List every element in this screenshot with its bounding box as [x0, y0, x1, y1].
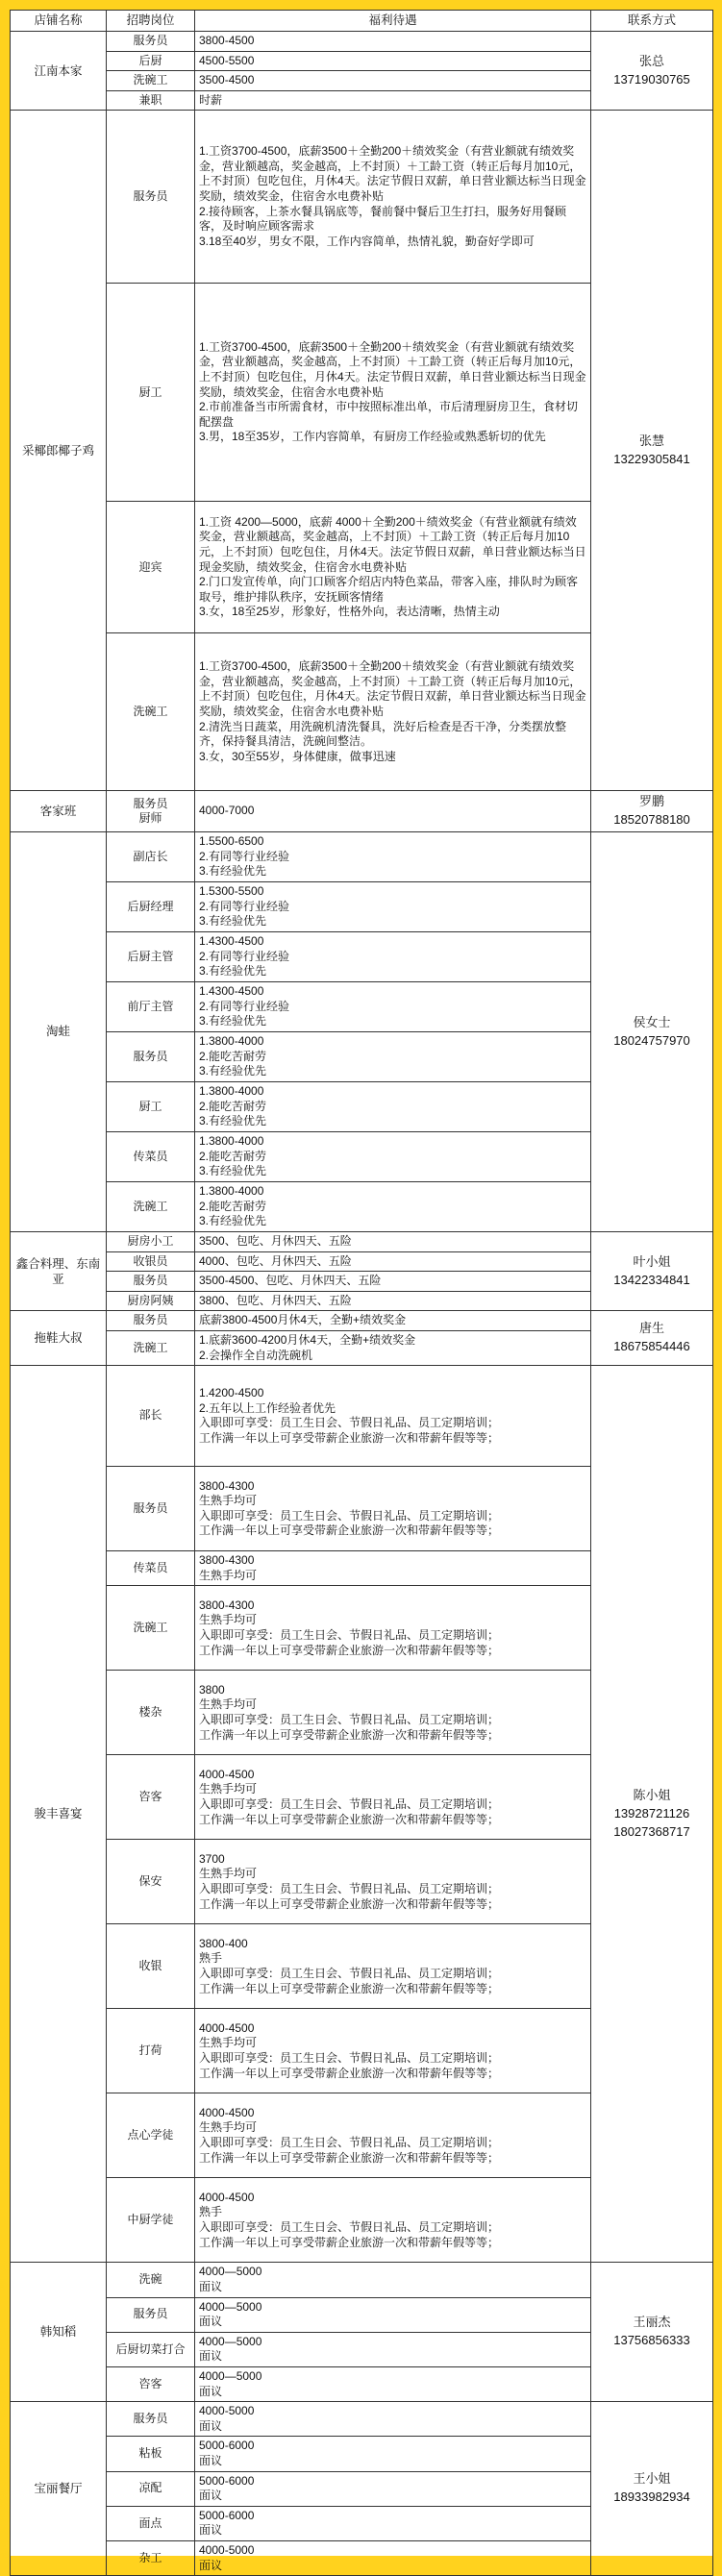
benefits-cell: 1.底薪3600-4200月休4天，全勤+绩效奖金 2.会操作全自动洗碗机 [195, 1331, 591, 1366]
benefits-cell: 3800-400 熟手 入职即可享受：员工生日会、节假日礼品、员工定期培训； 工作满一年以上可享受带薪企业旅游一次和带薪年假等等； [195, 1924, 591, 2009]
store-name: 骏丰喜宴 [11, 1366, 107, 2263]
benefits-cell: 3500-4500、包吃、月休四天、五险 [195, 1272, 591, 1292]
benefits-cell: 3800-4500 [195, 32, 591, 52]
benefits-cell: 1.3800-4000 2.能吃苦耐劳 3.有经验优先 [195, 1032, 591, 1082]
table-row [11, 791, 713, 832]
store-name: 淘蛙 [11, 832, 107, 1232]
benefits-cell: 1.4200-4500 2.五年以上工作经验者优先 入职即可享受：员工生日会、节假日礼品、员工定期培训； 工作满一年以上可享受带薪企业旅游一次和带薪年假等等； [195, 1366, 591, 1467]
benefits-cell: 3500-4500 [195, 71, 591, 91]
contact-cell: 陈小姐 13928721126 18027368717 [591, 1366, 713, 2263]
position-cell: 前厅主管 [107, 982, 195, 1032]
benefits-cell: 1.4300-4500 2.有同等行业经验 3.有经验优先 [195, 982, 591, 1032]
position-cell: 洗碗工 [107, 1331, 195, 1366]
position-cell: 后厨主管 [107, 932, 195, 982]
benefits-cell: 1.工资3700-4500，底薪3500＋全勤200＋绩效奖金（有营业额就有绩效奖金，营业额越高，奖金越高，上不封顶）＋工龄工资（转正后每月加10元，上不封顶）包吃包住，月休4天。法定节假日双薪，单日营业额达标当日现金奖励，绩效奖金，住宿舍水电费补贴 2.市前准备当市所需食材，市中按照标准出单，市后清理厨房卫生，食材切配摆盘 3.男，18至35岁，工作内容简单，有厨房工作经验或熟悉斩切的优先 [195, 284, 591, 502]
position-cell: 点心学徒 [107, 2093, 195, 2178]
position-cell: 保安 [107, 1840, 195, 1924]
store-name: 宝丽餐厅 [11, 2402, 107, 2576]
benefits-cell: 4000-4500 生熟手均可 入职即可享受：员工生日会、节假日礼品、员工定期培训； 工作满一年以上可享受带薪企业旅游一次和带薪年假等等； [195, 2093, 591, 2178]
position-cell: 服务员 [107, 2402, 195, 2437]
position-cell: 洗碗工 [107, 1182, 195, 1232]
store-name: 韩知稻 [11, 2263, 107, 2402]
position-cell: 兼职 [107, 90, 195, 111]
benefits-cell: 4000—5000 面议 [195, 2366, 591, 2401]
benefits-cell: 1.3800-4000 2.能吃苦耐劳 3.有经验优先 [195, 1082, 591, 1132]
position-cell: 厨工 [107, 1082, 195, 1132]
benefits-cell: 底薪3800-4500月休4天，全勤+绩效奖金 [195, 1311, 591, 1331]
contact-cell: 张总 13719030765 [591, 32, 713, 111]
position-cell: 传菜员 [107, 1551, 195, 1586]
position-cell: 杂工 [107, 2540, 195, 2575]
benefits-cell: 1.5500-6500 2.有同等行业经验 3.有经验优先 [195, 832, 591, 882]
position-cell: 洗碗工 [107, 633, 195, 791]
position-cell: 凉配 [107, 2471, 195, 2506]
benefits-cell: 5000-6000 面议 [195, 2437, 591, 2471]
header-benefits: 福利待遇 [195, 11, 591, 32]
benefits-cell: 4000-5000 面议 [195, 2402, 591, 2437]
benefits-cell: 3800-4300 生熟手均可 [195, 1551, 591, 1586]
position-cell: 服务员 [107, 111, 195, 284]
position-cell: 打荷 [107, 2009, 195, 2093]
table-row [11, 32, 713, 52]
contact-cell: 王丽杰 13756856333 [591, 2263, 713, 2402]
position-cell: 服务员 [107, 1032, 195, 1082]
position-cell: 后厨切菜打合 [107, 2332, 195, 2366]
position-cell: 厨房小工 [107, 1232, 195, 1252]
benefits-cell: 1.工资3700-4500，底薪3500＋全勤200＋绩效奖金（有营业额就有绩效奖金，营业额越高，奖金越高，上不封顶）＋工龄工资（转正后每月加10元，上不封顶）包吃包住，月休4天。法定节假日双薪，单日营业额达标当日现金奖励，绩效奖金，住宿舍水电费补贴 2.接待顾客，上茶水餐具锅底等，餐前餐中餐后卫生打扫，服务好用餐顾客，及时响应顾客需求 3.18至40岁，男女不限，工作内容简单，热情礼貌，勤奋好学即可 [195, 111, 591, 284]
store-name: 江南本家 [11, 32, 107, 111]
table-row [11, 111, 713, 284]
position-cell: 咨客 [107, 1755, 195, 1840]
position-cell: 副店长 [107, 832, 195, 882]
position-cell: 服务员 [107, 1311, 195, 1331]
benefits-cell: 3500、包吃、月休四天、五险 [195, 1232, 591, 1252]
benefits-cell: 4000-4500 生熟手均可 入职即可享受：员工生日会、节假日礼品、员工定期培训； 工作满一年以上可享受带薪企业旅游一次和带薪年假等等； [195, 2009, 591, 2093]
table-row [11, 1311, 713, 1331]
header-store: 店铺名称 [11, 11, 107, 32]
benefits-cell: 4000—5000 面议 [195, 2332, 591, 2366]
benefits-cell: 4000-5000 面议 [195, 2540, 591, 2575]
contact-cell: 罗鹏 18520788180 [591, 791, 713, 832]
recruitment-sheet [10, 10, 712, 2572]
benefits-cell: 1.4300-4500 2.有同等行业经验 3.有经验优先 [195, 932, 591, 982]
contact-cell: 叶小姐 13422334841 [591, 1232, 713, 1311]
position-cell: 服务员 [107, 1467, 195, 1551]
benefits-cell: 4000、包吃、月休四天、五险 [195, 1251, 591, 1272]
benefits-cell: 3700 生熟手均可 入职即可享受：员工生日会、节假日礼品、员工定期培训； 工作满一年以上可享受带薪企业旅游一次和带薪年假等等； [195, 1840, 591, 1924]
benefits-cell: 3800 生熟手均可 入职即可享受：员工生日会、节假日礼品、员工定期培训； 工作满一年以上可享受带薪企业旅游一次和带薪年假等等； [195, 1671, 591, 1755]
benefits-cell: 时薪 [195, 90, 591, 111]
position-cell: 收银员 [107, 1251, 195, 1272]
position-cell: 咨客 [107, 2366, 195, 2401]
position-cell: 洗碗工 [107, 71, 195, 91]
position-cell: 粘板 [107, 2437, 195, 2471]
table-row [11, 1366, 713, 1467]
position-cell: 服务员 [107, 32, 195, 52]
table-row [11, 2263, 713, 2297]
recruitment-table [10, 10, 713, 2576]
position-cell: 厨房阿姨 [107, 1291, 195, 1311]
position-cell: 洗碗工 [107, 1586, 195, 1671]
position-cell: 服务员 厨师 [107, 791, 195, 832]
position-cell: 洗碗 [107, 2263, 195, 2297]
benefits-cell: 3800-4300 生熟手均可 入职即可享受：员工生日会、节假日礼品、员工定期培训； 工作满一年以上可享受带薪企业旅游一次和带薪年假等等； [195, 1467, 591, 1551]
table-row [11, 2402, 713, 2437]
contact-cell: 唐生 18675854446 [591, 1311, 713, 1366]
benefits-cell: 5000-6000 面议 [195, 2506, 591, 2540]
position-cell: 服务员 [107, 2297, 195, 2332]
table-row [11, 1232, 713, 1252]
benefits-cell: 4000—5000 面议 [195, 2263, 591, 2297]
benefits-cell: 4000—5000 面议 [195, 2297, 591, 2332]
position-cell: 部长 [107, 1366, 195, 1467]
benefits-cell: 1.工资 4200—5000，底薪 4000＋全勤200＋绩效奖金（有营业额就有绩效奖金，营业额越高，奖金越高，上不封顶）＋工龄工资（转正后每月加10元，上不封顶）包吃包住，月休4天。法定节假日双薪，单日营业额达标当日现金奖励，绩效奖金，住宿舍水电费补贴 2.门口发宣传单，向门口顾客介绍店内特色菜品，带客入座，排队时为顾客取号，维护排队秩序，安抚顾客情绪 3.女，18至25岁，形象好，性格外向，表达清晰，热情主动 [195, 502, 591, 633]
contact-cell: 侯女士 18024757970 [591, 832, 713, 1232]
header-contact: 联系方式 [591, 11, 713, 32]
benefits-cell: 5000-6000 面议 [195, 2471, 591, 2506]
position-cell: 迎宾 [107, 502, 195, 633]
position-cell: 后厨 [107, 51, 195, 71]
benefits-cell: 4000-4500 熟手 入职即可享受：员工生日会、节假日礼品、员工定期培训； 工作满一年以上可享受带薪企业旅游一次和带薪年假等等； [195, 2178, 591, 2263]
store-name: 拖鞋大叔 [11, 1311, 107, 1366]
benefits-cell: 1.工资3700-4500，底薪3500＋全勤200＋绩效奖金（有营业额就有绩效奖金，营业额越高，奖金越高，上不封顶）＋工龄工资（转正后每月加10元，上不封顶）包吃包住，月休4天。法定节假日双薪，单日营业额达标当日现金奖励，绩效奖金，住宿舍水电费补贴 2.清洗当日蔬菜，用洗碗机清洗餐具，洗好后检查是否干净，分类摆放整齐，保持餐具清洁，洗碗间整洁。 3.女，30至55岁，身体健康，做事迅速 [195, 633, 591, 791]
benefits-cell: 3800-4300 生熟手均可 入职即可享受：员工生日会、节假日礼品、员工定期培训； 工作满一年以上可享受带薪企业旅游一次和带薪年假等等； [195, 1586, 591, 1671]
benefits-cell: 3800、包吃、月休四天、五险 [195, 1291, 591, 1311]
header-position: 招聘岗位 [107, 11, 195, 32]
benefits-cell: 4000-7000 [195, 791, 591, 832]
benefits-cell: 1.3800-4000 2.能吃苦耐劳 3.有经验优先 [195, 1182, 591, 1232]
position-cell: 收银 [107, 1924, 195, 2009]
store-name: 客家班 [11, 791, 107, 832]
contact-cell: 张慧 13229305841 [591, 111, 713, 791]
position-cell: 面点 [107, 2506, 195, 2540]
position-cell: 传菜员 [107, 1132, 195, 1182]
store-name: 采椰郎椰子鸡 [11, 111, 107, 791]
benefits-cell: 4500-5500 [195, 51, 591, 71]
table-row [11, 832, 713, 882]
position-cell: 服务员 [107, 1272, 195, 1292]
contact-cell: 王小姐 18933982934 [591, 2402, 713, 2576]
header-row [11, 11, 713, 32]
benefits-cell: 1.5300-5500 2.有同等行业经验 3.有经验优先 [195, 882, 591, 932]
position-cell: 中厨学徒 [107, 2178, 195, 2263]
position-cell: 楼杂 [107, 1671, 195, 1755]
benefits-cell: 4000-4500 生熟手均可 入职即可享受：员工生日会、节假日礼品、员工定期培训； 工作满一年以上可享受带薪企业旅游一次和带薪年假等等； [195, 1755, 591, 1840]
benefits-cell: 1.3800-4000 2.能吃苦耐劳 3.有经验优先 [195, 1132, 591, 1182]
table-body [11, 32, 713, 2576]
position-cell: 厨工 [107, 284, 195, 502]
store-name: 鑫合料理、东南亚 [11, 1232, 107, 1311]
position-cell: 后厨经理 [107, 882, 195, 932]
